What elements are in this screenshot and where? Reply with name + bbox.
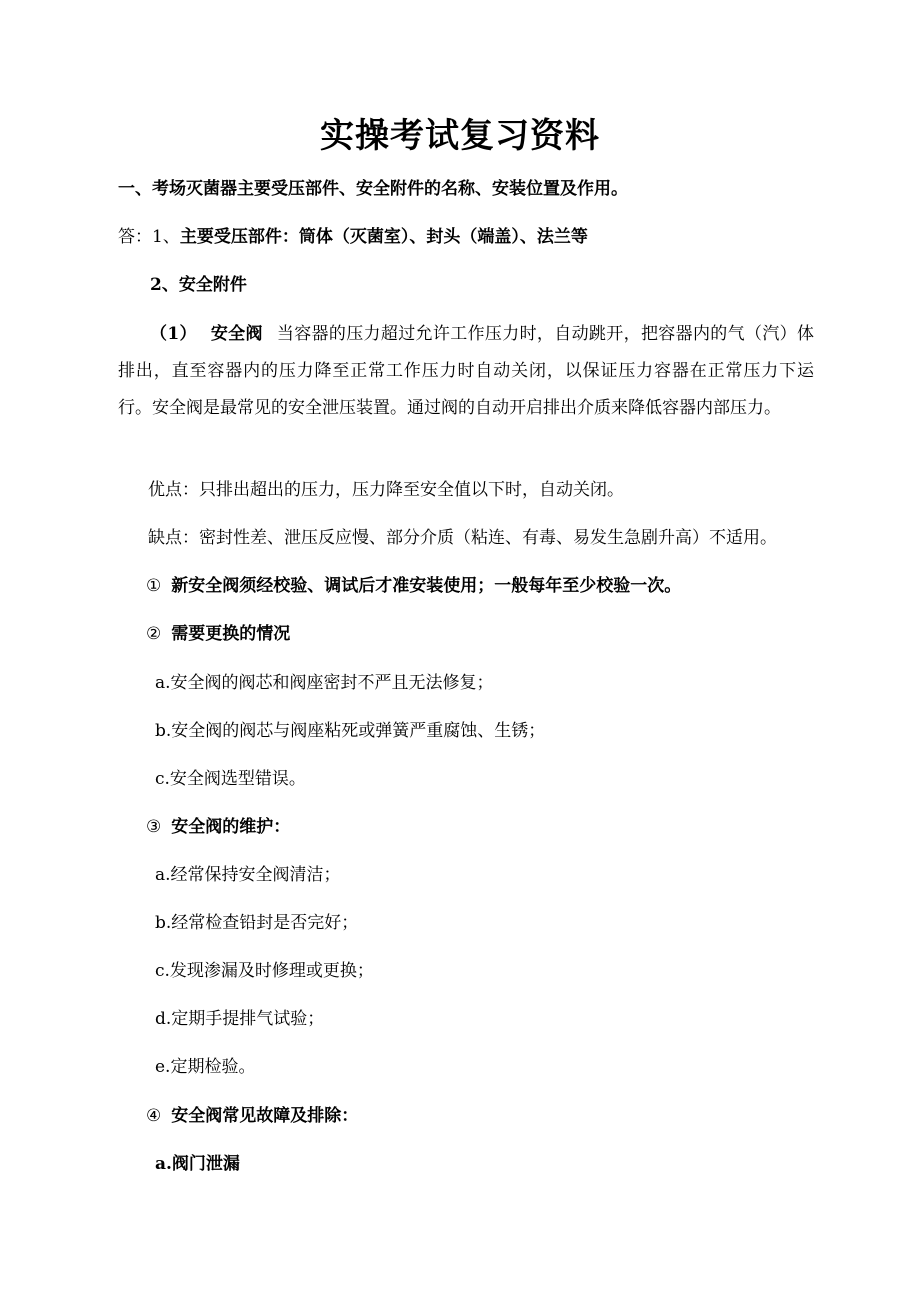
item-1-text: 新安全阀须经校验、调试后才准安装使用；一般每年至少校验一次。 [171,576,682,596]
safety-valve-paragraph [118,316,814,427]
fault-item: a.阀门泄漏 [155,1154,240,1174]
replace-item: c.安全阀选型错误。 [155,769,306,789]
section-heading: 一、考场灭菌器主要受压部件、安全附件的名称、安装位置及作用。 [118,179,628,199]
maintain-item: b.经常检查铅封是否完好； [155,913,359,933]
disadvantages-line: 缺点：密封性差、泄压反应慢、部分介质（粘连、有毒、易发生急剧升高）不适用。 [148,528,777,548]
item-3 [146,815,290,839]
valve-name: 安全阀 [210,324,263,344]
answer-main: 主要受压部件：筒体（灭菌室）、封头（端盖）、法兰等 [179,227,588,247]
replace-item: a.安全阀的阀芯和阀座密封不严且无法修复； [155,673,494,693]
valve-number: （1） [150,324,197,344]
item-1 [146,574,681,598]
item-3-text: 安全阀的维护： [171,817,291,837]
maintain-item: d.定期手提排气试验； [155,1009,325,1029]
item-4-text: 安全阀常见故障及排除： [171,1106,359,1126]
item-2-mark: ② [146,624,162,644]
item-2 [146,622,290,646]
item-4-mark: ④ [146,1106,162,1126]
document-title: 实操考试复习资料 [320,116,600,156]
maintain-item: e.定期检验。 [155,1057,256,1077]
answer-line [118,225,588,249]
item-2-text: 需要更换的情况 [171,624,291,644]
advantages-line: 优点：只排出超出的压力，压力降至安全值以下时，自动关闭。 [148,480,624,500]
maintain-item: a.经常保持安全阀清洁； [155,865,341,885]
answer-prefix: 答：1、 [118,227,180,247]
valve-description: 当容器的压力超过允许工作压力时，自动跳开，把容器内的气（汽）体排出，直至容器内的压力降至正常工作压力时自动关闭，以保证压力容器在正常压力下运行。安全阀是最常见的安全泄压装置。通过阀的自动开启排出介质来降低容器内部压力。 [118,324,814,418]
item-3-mark: ③ [146,817,162,837]
replace-item: b.安全阀的阀芯与阀座粘死或弹簧严重腐蚀、生锈； [155,721,546,741]
safety-accessories-heading: 2、安全附件 [150,275,247,295]
maintain-item: c.发现渗漏及时修理或更换； [155,961,374,981]
item-4 [146,1104,358,1128]
item-1-mark: ① [146,576,162,596]
